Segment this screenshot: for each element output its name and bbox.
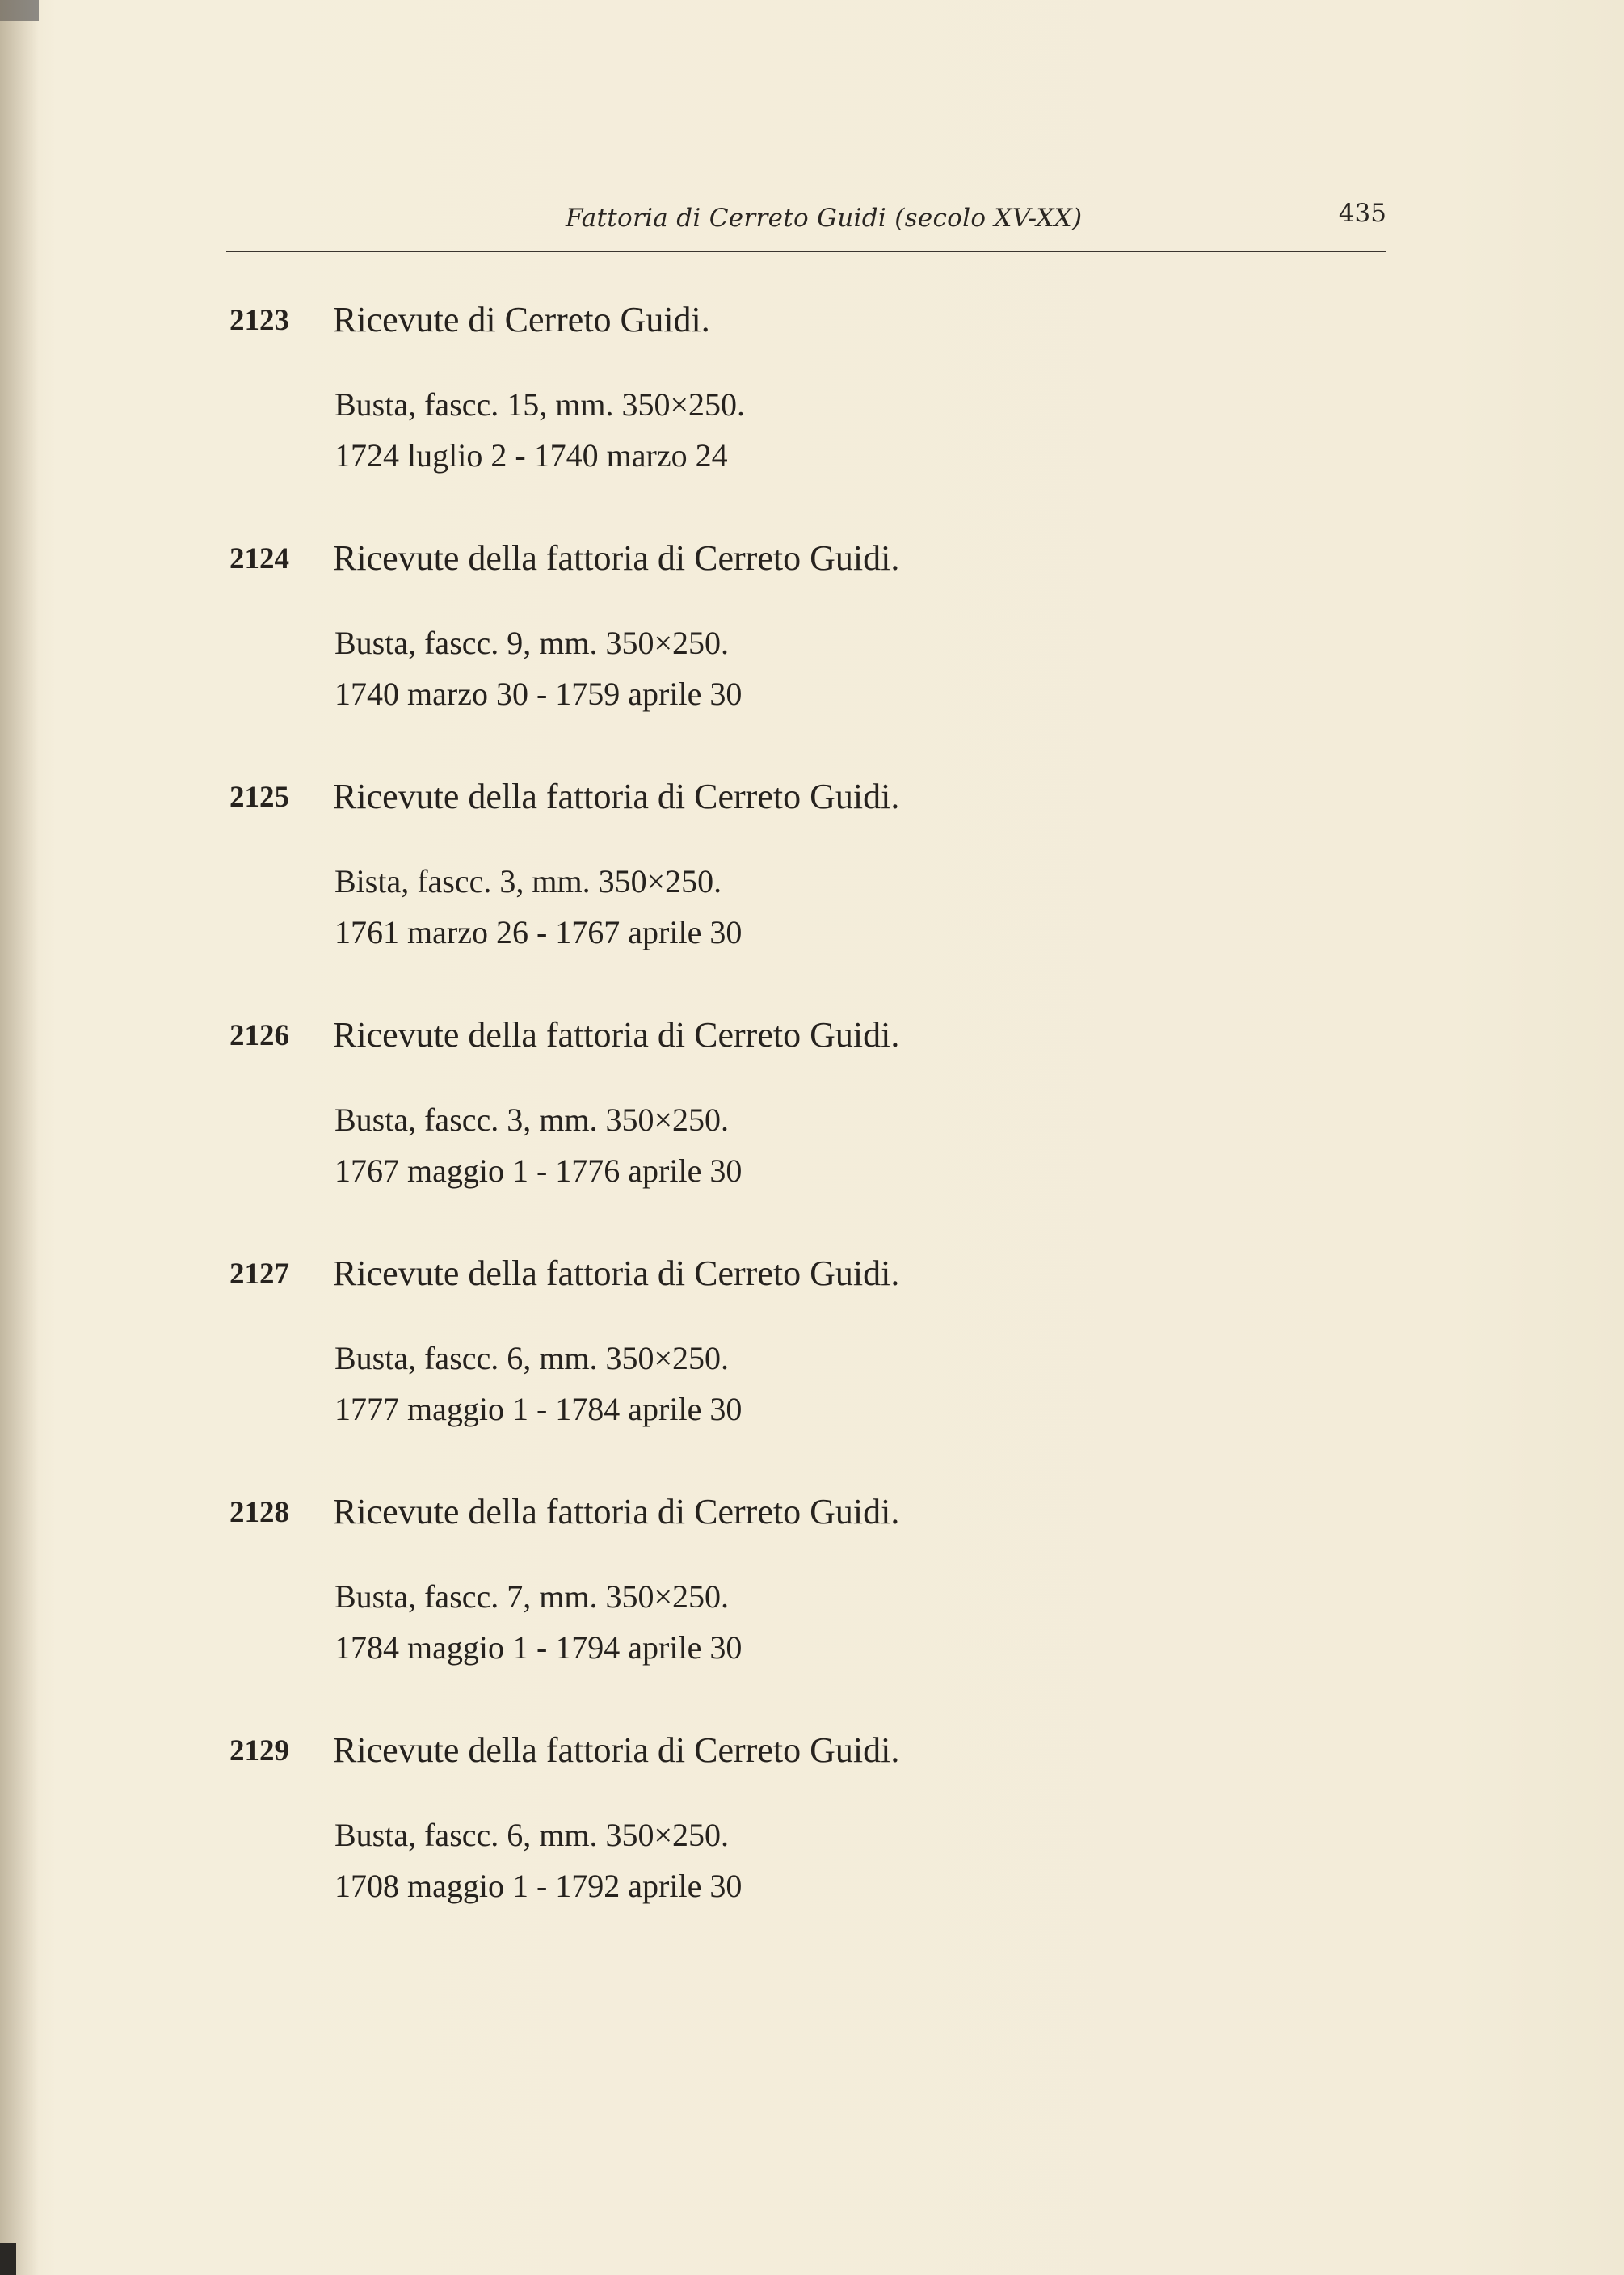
entry-description: Busta, fascc. 3, mm. 350×250. xyxy=(334,1102,730,1138)
entry-description: Busta, fascc. 15, mm. 350×250. xyxy=(334,386,746,423)
catalog-entry xyxy=(226,1010,1357,1249)
entry-title: Ricevute di Cerreto Guidi. xyxy=(333,300,710,339)
entry-title: Ricevute della fattoria di Cerreto Guidi. xyxy=(333,777,900,816)
entry-dates: 1724 luglio 2 - 1740 marzo 24 xyxy=(334,437,728,474)
catalog-entry xyxy=(226,533,1357,772)
scan-corner-bottom xyxy=(0,2243,16,2275)
entry-title: Ricevute della fattoria di Cerreto Guidi. xyxy=(333,1730,900,1770)
entry-number: 2123 xyxy=(229,304,289,337)
entry-list xyxy=(226,295,1357,1964)
entry-description: Busta, fascc. 6, mm. 350×250. xyxy=(334,1340,730,1376)
entry-title: Ricevute della fattoria di Cerreto Guidi. xyxy=(333,1015,900,1055)
entry-dates: 1740 marzo 30 - 1759 aprile 30 xyxy=(334,676,743,712)
entry-dates: 1784 maggio 1 - 1794 aprile 30 xyxy=(334,1629,743,1666)
entry-dates: 1767 maggio 1 - 1776 aprile 30 xyxy=(334,1152,743,1189)
catalog-entry xyxy=(226,772,1357,1010)
running-head xyxy=(226,199,1386,247)
entry-description: Busta, fascc. 9, mm. 350×250. xyxy=(334,625,730,661)
entry-number: 2129 xyxy=(229,1734,289,1767)
header-rule xyxy=(226,251,1386,252)
entry-dates: 1761 marzo 26 - 1767 aprile 30 xyxy=(334,914,743,950)
entry-number: 2125 xyxy=(229,781,289,814)
entry-number: 2124 xyxy=(229,542,289,575)
catalog-entry xyxy=(226,295,1357,533)
entry-number: 2127 xyxy=(229,1258,289,1291)
entry-title: Ricevute della fattoria di Cerreto Guidi. xyxy=(333,1253,900,1293)
entry-title: Ricevute della fattoria di Cerreto Guidi. xyxy=(333,538,900,578)
entry-description: Bista, fascc. 3, mm. 350×250. xyxy=(334,863,722,899)
catalog-entry xyxy=(226,1249,1357,1487)
entry-description: Busta, fascc. 6, mm. 350×250. xyxy=(334,1817,730,1853)
running-title: Fattoria di Cerreto Guidi (secolo XV-XX) xyxy=(566,204,1083,233)
entry-number: 2126 xyxy=(229,1019,289,1052)
entry-dates: 1777 maggio 1 - 1784 aprile 30 xyxy=(334,1391,743,1427)
binding-shadow xyxy=(0,0,39,2275)
entry-number: 2128 xyxy=(229,1496,289,1529)
page-number: 435 xyxy=(1338,199,1386,228)
entry-dates: 1708 maggio 1 - 1792 aprile 30 xyxy=(334,1868,743,1904)
entry-title: Ricevute della fattoria di Cerreto Guidi. xyxy=(333,1492,900,1531)
catalog-entry xyxy=(226,1725,1357,1964)
entry-description: Busta, fascc. 7, mm. 350×250. xyxy=(334,1578,730,1615)
catalog-entry xyxy=(226,1487,1357,1725)
